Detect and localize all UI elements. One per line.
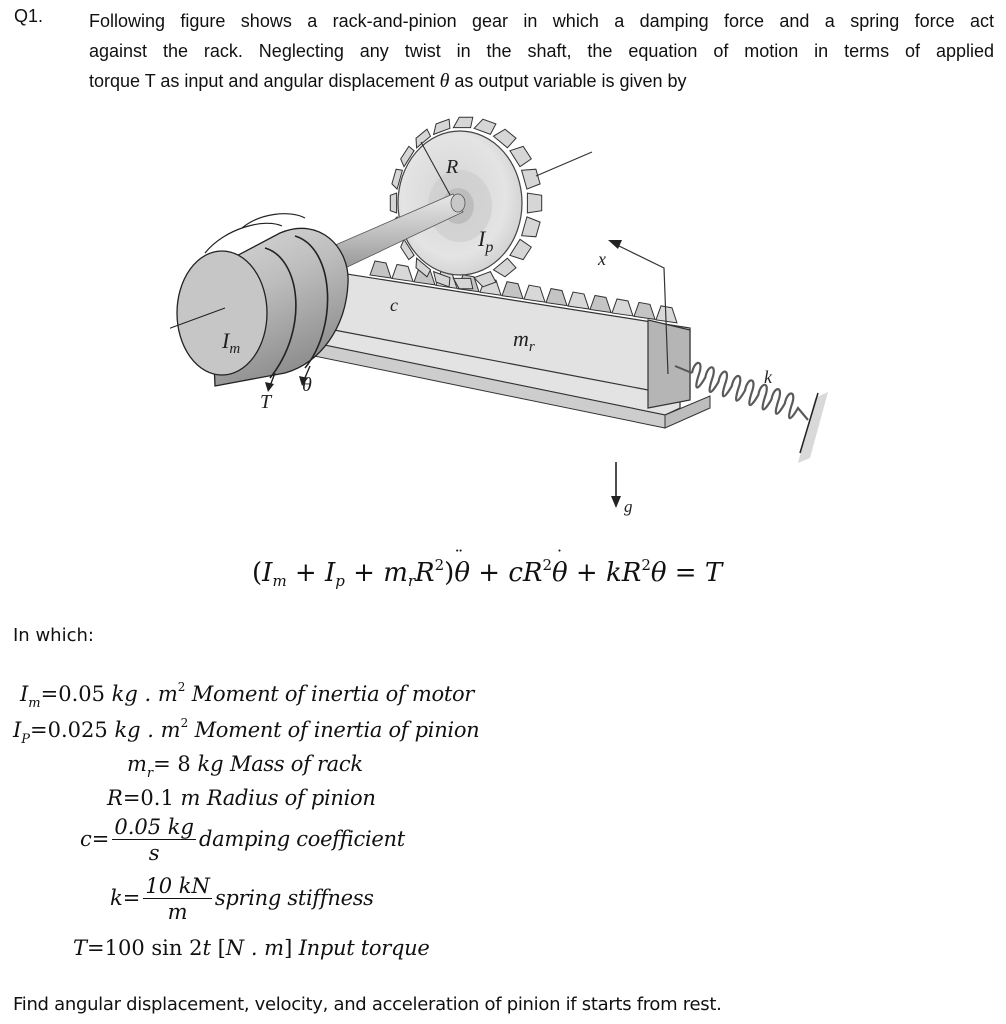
gravity-arrow <box>611 462 621 508</box>
eq-plus: + <box>469 558 509 588</box>
eq-square: 2 <box>434 556 445 574</box>
prompt-line-2: against the rack. Neglecting any twist in the shaft, the equation of motion in terms of applied <box>89 41 994 61</box>
param-k: k= $\frac{10 kN}{m}$ spring stiffness <box>110 874 374 924</box>
gear-tooth <box>510 146 531 166</box>
gear-tooth <box>474 119 496 134</box>
eq-plus: + <box>567 558 606 588</box>
eq-theta: θ <box>650 558 667 588</box>
eq-equals: = <box>666 558 705 588</box>
label-Im: $I_m$ <box>222 328 241 357</box>
rack-tooth <box>524 285 545 302</box>
eq-paren-close: ) <box>444 558 455 588</box>
prompt-line-1: Following figure shows a rack-and-pinion gear in which a damping force and a spring force act <box>89 11 994 31</box>
rack-tooth <box>370 261 391 278</box>
eq-R: R <box>621 558 642 588</box>
label-R: R <box>446 156 459 178</box>
label-k: k <box>764 367 772 387</box>
eq-Im-sub: m <box>272 572 287 590</box>
param-c: c= $\frac{0.05 kg}{s}$ damping coefficient <box>80 815 405 865</box>
gear-tooth <box>510 239 531 259</box>
fraction-c: $\frac{0.05 kg}{s}$ <box>114 815 194 865</box>
question-prompt <box>89 6 994 96</box>
rack-tooth <box>392 264 413 281</box>
eq-T: T <box>704 558 723 588</box>
label-T: T <box>260 391 272 413</box>
param-Ip: $I_P=0.025$ kg . $m^2$ Moment of inertia of pinion <box>13 716 480 747</box>
rack-tooth <box>546 289 567 306</box>
param-R: R=0.1 m Radius of pinion <box>107 786 376 810</box>
question-number: Q1. <box>14 6 44 26</box>
eq-paren-open: ( <box>252 558 263 588</box>
gear-tooth <box>522 169 541 189</box>
label-theta: θ <box>302 374 312 396</box>
param-T: T=100 sin 2t [N . m] Input torque <box>73 936 430 960</box>
gear-tooth <box>390 193 396 213</box>
rack-tooth <box>502 282 523 299</box>
fraction-k: $\frac{10 kN}{m}$ <box>145 874 210 924</box>
equation-of-motion <box>252 556 722 590</box>
gear-tooth <box>453 117 472 127</box>
prompt-line-3b: as output variable is given by <box>449 71 687 91</box>
motor-inertia <box>170 214 348 392</box>
rack-tooth <box>590 296 611 313</box>
eq-square: 2 <box>641 556 651 574</box>
label-c: c <box>390 295 398 315</box>
eq-plus: + <box>344 558 384 588</box>
eq-theta-ddot: ¨ θ <box>454 558 470 588</box>
eq-Ip-sub: p <box>335 572 345 590</box>
theta-symbol: θ <box>439 70 450 92</box>
in-which-label: In which: <box>13 625 94 646</box>
param-Im: $I_m=0.05$ kg . $m^2$ Moment of inertia of motor <box>20 680 475 711</box>
gear-tooth <box>522 217 541 237</box>
eq-Ip: I <box>325 558 336 588</box>
param-mr: $m_r= 8$ kg Mass of rack <box>127 752 363 781</box>
prompt-line-3a: torque T as input and angular displacement <box>89 71 440 91</box>
eq-mr: m <box>383 558 408 588</box>
pinion-gear <box>390 117 541 288</box>
rack-tooth <box>612 299 633 316</box>
rack-tooth <box>634 302 655 319</box>
eq-mr-sub: r <box>407 572 416 590</box>
label-x: x <box>598 249 606 269</box>
gear-tooth <box>527 193 541 213</box>
eq-R: R <box>415 558 435 588</box>
eq-theta-dot: ˙ θ <box>552 558 568 588</box>
prompt-line-3 <box>89 66 994 96</box>
eq-plus: + <box>286 558 325 588</box>
label-mr: $m_r$ <box>513 326 535 355</box>
task-statement: Find angular displacement, velocity, and acceleration of pinion if starts from rest. <box>13 994 722 1015</box>
label-Ip: $I_p$ <box>478 226 494 256</box>
eq-c: c <box>508 558 523 588</box>
eq-square: 2 <box>542 556 552 574</box>
rack-tooth <box>568 292 589 309</box>
rack-and-pinion-figure <box>170 108 860 528</box>
eq-R: R <box>522 558 543 588</box>
pinion-axis-line <box>536 152 592 176</box>
label-g: g <box>624 497 633 516</box>
eq-Im: I <box>262 558 273 588</box>
eq-k: k <box>605 558 622 588</box>
